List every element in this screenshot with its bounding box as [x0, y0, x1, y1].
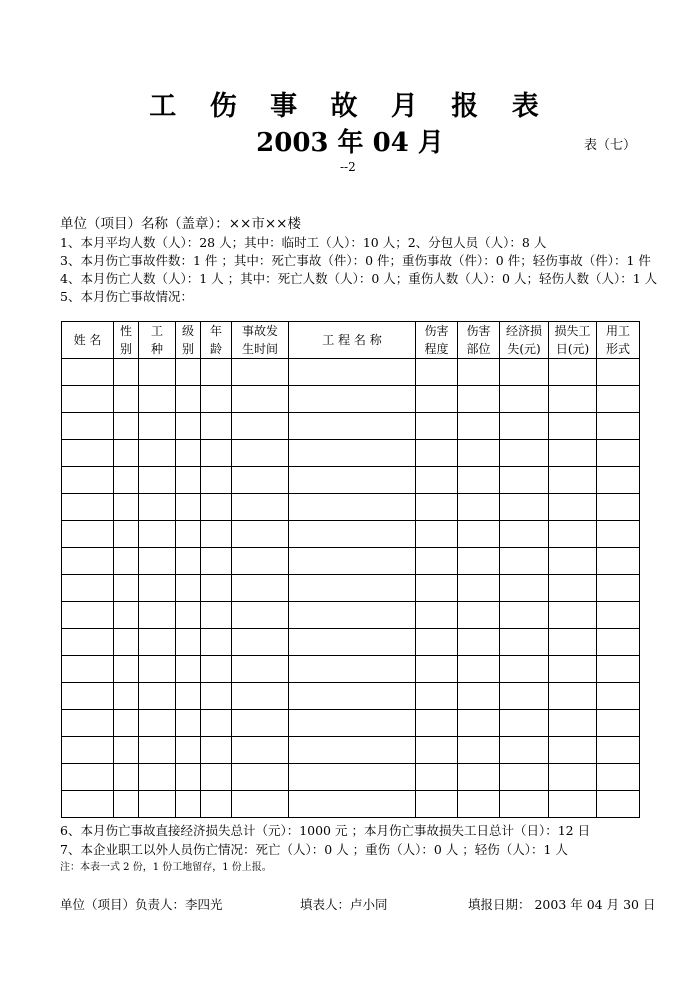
- table-cell[interactable]: [416, 467, 458, 494]
- table-cell[interactable]: [289, 521, 416, 548]
- table-cell[interactable]: [500, 440, 549, 467]
- table-cell[interactable]: [549, 683, 597, 710]
- table-cell[interactable]: [500, 467, 549, 494]
- table-cell[interactable]: [549, 737, 597, 764]
- table-cell[interactable]: [139, 494, 176, 521]
- table-cell[interactable]: [201, 683, 232, 710]
- header-employment-form: 用工 形式: [597, 322, 640, 359]
- table-row: [62, 710, 640, 737]
- table-cell[interactable]: [139, 359, 176, 386]
- table-cell[interactable]: [114, 494, 139, 521]
- table-row: [62, 629, 640, 656]
- table-cell[interactable]: [289, 629, 416, 656]
- table-cell[interactable]: [549, 440, 597, 467]
- table-cell[interactable]: [458, 737, 500, 764]
- table-cell[interactable]: [597, 575, 640, 602]
- header-accident-time: 事故发 生时间: [232, 322, 289, 359]
- header-lost-workdays: 损失工 日(元): [549, 322, 597, 359]
- table-cell[interactable]: [201, 710, 232, 737]
- filler-signature: 填表人：卢小同: [300, 897, 388, 912]
- table-cell[interactable]: [597, 521, 640, 548]
- table-cell[interactable]: [597, 359, 640, 386]
- leader-signature: 单位（项目）负责人：李四光: [60, 897, 223, 912]
- table-cell[interactable]: [176, 602, 201, 629]
- table-cell[interactable]: [201, 494, 232, 521]
- table-cell[interactable]: [114, 737, 139, 764]
- table-cell[interactable]: [62, 710, 114, 737]
- table-cell[interactable]: [597, 494, 640, 521]
- table-row: [62, 791, 640, 818]
- table-cell[interactable]: [201, 548, 232, 575]
- table-cell[interactable]: [597, 548, 640, 575]
- table-cell[interactable]: [139, 521, 176, 548]
- table-cell[interactable]: [289, 548, 416, 575]
- table-cell[interactable]: [232, 467, 289, 494]
- table-cell[interactable]: [201, 764, 232, 791]
- table-cell[interactable]: [416, 494, 458, 521]
- table-cell[interactable]: [232, 386, 289, 413]
- table-cell[interactable]: [416, 548, 458, 575]
- table-cell[interactable]: [500, 548, 549, 575]
- table-cell[interactable]: [458, 413, 500, 440]
- header-grade: 级 别: [176, 322, 201, 359]
- table-cell[interactable]: [597, 737, 640, 764]
- table-cell[interactable]: [549, 656, 597, 683]
- table-cell[interactable]: [201, 602, 232, 629]
- table-cell[interactable]: [201, 575, 232, 602]
- table-cell[interactable]: [458, 440, 500, 467]
- table-cell[interactable]: [62, 656, 114, 683]
- info-line-4: 4、本月伤亡人数（人）：1 人 ；其中：死亡人数（人）：0 人；重伤人数（人）：0 人；轻伤人数（人）：1 人: [60, 271, 658, 286]
- table-cell[interactable]: [114, 710, 139, 737]
- table-cell[interactable]: [289, 494, 416, 521]
- table-cell[interactable]: [416, 386, 458, 413]
- table-cell[interactable]: [289, 467, 416, 494]
- table-cell[interactable]: [176, 521, 201, 548]
- info-line-1: 1、本月平均人数（人）：28 人；其中：临时工（人）：10 人；2、分包人员（人）：8 人: [60, 235, 547, 250]
- table-row: [62, 494, 640, 521]
- table-cell[interactable]: [289, 791, 416, 818]
- table-cell[interactable]: [232, 764, 289, 791]
- table-cell[interactable]: [114, 683, 139, 710]
- table-cell[interactable]: [549, 494, 597, 521]
- table-cell[interactable]: [114, 359, 139, 386]
- table-cell[interactable]: [139, 710, 176, 737]
- table-cell[interactable]: [458, 359, 500, 386]
- table-row: [62, 737, 640, 764]
- table-cell[interactable]: [201, 440, 232, 467]
- table-cell[interactable]: [416, 521, 458, 548]
- table-cell[interactable]: [416, 575, 458, 602]
- table-cell[interactable]: [62, 494, 114, 521]
- header-gender: 性 别: [114, 322, 139, 359]
- table-cell[interactable]: [176, 656, 201, 683]
- table-cell[interactable]: [232, 521, 289, 548]
- fill-date: 填报日期： 2003 年 04 月 30 日: [468, 897, 656, 912]
- table-cell[interactable]: [416, 440, 458, 467]
- table-cell[interactable]: [289, 440, 416, 467]
- table-cell[interactable]: [176, 413, 201, 440]
- table-cell[interactable]: [201, 413, 232, 440]
- table-cell[interactable]: [289, 737, 416, 764]
- table-cell[interactable]: [597, 440, 640, 467]
- table-cell[interactable]: [114, 467, 139, 494]
- table-cell[interactable]: [549, 602, 597, 629]
- table-cell[interactable]: [416, 683, 458, 710]
- table-cell[interactable]: [289, 386, 416, 413]
- table-cell[interactable]: [416, 710, 458, 737]
- table-cell[interactable]: [232, 683, 289, 710]
- table-cell[interactable]: [597, 656, 640, 683]
- table-cell[interactable]: [62, 548, 114, 575]
- table-row: [62, 440, 640, 467]
- table-cell[interactable]: [176, 629, 201, 656]
- table-cell[interactable]: [458, 548, 500, 575]
- table-cell[interactable]: [458, 656, 500, 683]
- table-cell[interactable]: [549, 629, 597, 656]
- table-cell[interactable]: [597, 710, 640, 737]
- table-cell[interactable]: [232, 710, 289, 737]
- table-cell[interactable]: [201, 656, 232, 683]
- table-cell[interactable]: [62, 440, 114, 467]
- table-cell[interactable]: [201, 467, 232, 494]
- table-cell[interactable]: [597, 764, 640, 791]
- table-cell[interactable]: [458, 629, 500, 656]
- table-cell[interactable]: [232, 656, 289, 683]
- table-row: [62, 386, 640, 413]
- table-cell[interactable]: [458, 386, 500, 413]
- table-cell[interactable]: [114, 764, 139, 791]
- table-cell[interactable]: [114, 575, 139, 602]
- table-cell[interactable]: [458, 494, 500, 521]
- table-cell[interactable]: [458, 710, 500, 737]
- table-cell[interactable]: [176, 764, 201, 791]
- table-cell[interactable]: [500, 629, 549, 656]
- header-project-name: 工 程 名 称: [289, 322, 416, 359]
- table-cell[interactable]: [549, 359, 597, 386]
- header-age: 年 龄: [201, 322, 232, 359]
- table-cell[interactable]: [62, 629, 114, 656]
- table-cell[interactable]: [549, 575, 597, 602]
- table-cell[interactable]: [500, 737, 549, 764]
- header-name: 姓 名: [62, 322, 114, 359]
- table-cell[interactable]: [139, 602, 176, 629]
- table-cell[interactable]: [176, 494, 201, 521]
- table-cell[interactable]: [201, 359, 232, 386]
- table-cell[interactable]: [289, 413, 416, 440]
- table-cell[interactable]: [289, 656, 416, 683]
- table-cell[interactable]: [597, 629, 640, 656]
- table-row: [62, 683, 640, 710]
- table-cell[interactable]: [416, 413, 458, 440]
- table-cell[interactable]: [62, 467, 114, 494]
- table-cell[interactable]: [416, 737, 458, 764]
- table-cell[interactable]: [232, 791, 289, 818]
- accident-table: [61, 321, 640, 818]
- table-cell[interactable]: [176, 791, 201, 818]
- table-cell[interactable]: [139, 467, 176, 494]
- table-cell[interactable]: [597, 791, 640, 818]
- header-injury-degree: 伤害 程度: [416, 322, 458, 359]
- table-row: [62, 548, 640, 575]
- table-cell[interactable]: [62, 764, 114, 791]
- table-cell[interactable]: [500, 764, 549, 791]
- table-cell[interactable]: [139, 575, 176, 602]
- table-cell[interactable]: [201, 791, 232, 818]
- table-cell[interactable]: [139, 791, 176, 818]
- table-cell[interactable]: [549, 386, 597, 413]
- footer-line-7: 7、本企业职工以外人员伤亡情况：死亡（人）：0 人 ；重伤（人）：0 人 ；轻伤（人）：1 人: [60, 842, 568, 857]
- table-cell[interactable]: [549, 467, 597, 494]
- table-cell[interactable]: [289, 602, 416, 629]
- table-cell[interactable]: [232, 440, 289, 467]
- table-cell[interactable]: [500, 791, 549, 818]
- table-cell[interactable]: [500, 494, 549, 521]
- table-cell[interactable]: [176, 575, 201, 602]
- table-cell[interactable]: [139, 683, 176, 710]
- table-cell[interactable]: [62, 386, 114, 413]
- table-cell[interactable]: [201, 521, 232, 548]
- table-cell[interactable]: [458, 575, 500, 602]
- table-cell[interactable]: [232, 359, 289, 386]
- table-cell[interactable]: [232, 737, 289, 764]
- table-row: [62, 413, 640, 440]
- table-cell[interactable]: [458, 602, 500, 629]
- table-header-row: [62, 322, 640, 359]
- form-number: 表（七）: [584, 138, 637, 153]
- table-cell[interactable]: [232, 575, 289, 602]
- table-cell[interactable]: [201, 737, 232, 764]
- table-cell[interactable]: [62, 737, 114, 764]
- table-row: [62, 521, 640, 548]
- table-cell[interactable]: [114, 386, 139, 413]
- table-cell[interactable]: [139, 737, 176, 764]
- table-cell[interactable]: [458, 791, 500, 818]
- table-row: [62, 602, 640, 629]
- table-cell[interactable]: [597, 386, 640, 413]
- table-cell[interactable]: [176, 683, 201, 710]
- table-cell[interactable]: [458, 521, 500, 548]
- table-cell[interactable]: [114, 440, 139, 467]
- table-cell[interactable]: [500, 359, 549, 386]
- table-cell[interactable]: [289, 359, 416, 386]
- table-cell[interactable]: [289, 683, 416, 710]
- footer-line-6: 6、本月伤亡事故直接经济损失总计（元）：1000 元 ；本月伤亡事故损失工日总计（日）：12 日: [60, 823, 591, 838]
- table-cell[interactable]: [500, 602, 549, 629]
- footnote: 注：本表一式 2 份，1 份工地留存，1 份上报。: [60, 862, 272, 873]
- report-month: 2003 年 04 月: [256, 128, 444, 158]
- table-cell[interactable]: [114, 521, 139, 548]
- report-title: 工 伤 事 故 月 报 表: [149, 91, 551, 122]
- table-cell[interactable]: [416, 791, 458, 818]
- table-cell[interactable]: [176, 359, 201, 386]
- table-cell[interactable]: [549, 521, 597, 548]
- header-economic-loss: 经济损 失(元): [500, 322, 549, 359]
- table-cell[interactable]: [232, 629, 289, 656]
- table-cell[interactable]: [62, 602, 114, 629]
- table-cell[interactable]: [201, 386, 232, 413]
- info-line-3: 3、本月伤亡事故件数：1 件 ；其中：死亡事故（件）：0 件；重伤事故（件）：0 件；轻伤事故（件）：1 件: [60, 253, 651, 268]
- table-row: [62, 467, 640, 494]
- header-job-type: 工 种: [139, 322, 176, 359]
- table-cell[interactable]: [289, 575, 416, 602]
- table-cell[interactable]: [500, 710, 549, 737]
- table-cell[interactable]: [416, 602, 458, 629]
- table-cell[interactable]: [62, 521, 114, 548]
- info-line-5: 5、本月伤亡事故情况：: [60, 289, 193, 304]
- table-cell[interactable]: [597, 413, 640, 440]
- table-cell[interactable]: [416, 359, 458, 386]
- table-cell[interactable]: [549, 413, 597, 440]
- table-cell[interactable]: [176, 548, 201, 575]
- table-row: [62, 656, 640, 683]
- table-cell[interactable]: [458, 467, 500, 494]
- table-cell[interactable]: [597, 683, 640, 710]
- table-cell[interactable]: [549, 548, 597, 575]
- table-cell[interactable]: [139, 764, 176, 791]
- table-row: [62, 764, 640, 791]
- table-cell[interactable]: [139, 440, 176, 467]
- table-row: [62, 359, 640, 386]
- table-cell[interactable]: [500, 521, 549, 548]
- table-cell[interactable]: [289, 764, 416, 791]
- table-cell[interactable]: [597, 602, 640, 629]
- table-cell[interactable]: [458, 764, 500, 791]
- table-cell[interactable]: [500, 575, 549, 602]
- table-cell[interactable]: [176, 440, 201, 467]
- table-cell[interactable]: [62, 683, 114, 710]
- table-cell[interactable]: [139, 386, 176, 413]
- table-cell[interactable]: [232, 548, 289, 575]
- table-cell[interactable]: [232, 494, 289, 521]
- table-cell[interactable]: [176, 737, 201, 764]
- table-cell[interactable]: [114, 656, 139, 683]
- table-cell[interactable]: [289, 710, 416, 737]
- table-cell[interactable]: [139, 413, 176, 440]
- table-cell[interactable]: [232, 602, 289, 629]
- table-cell[interactable]: [416, 629, 458, 656]
- table-cell[interactable]: [232, 413, 289, 440]
- table-cell[interactable]: [176, 467, 201, 494]
- table-cell[interactable]: [549, 710, 597, 737]
- table-cell[interactable]: [114, 629, 139, 656]
- table-cell[interactable]: [500, 683, 549, 710]
- table-cell[interactable]: [549, 764, 597, 791]
- table-cell[interactable]: [114, 413, 139, 440]
- table-cell[interactable]: [500, 386, 549, 413]
- table-cell[interactable]: [62, 791, 114, 818]
- table-cell[interactable]: [114, 602, 139, 629]
- table-cell[interactable]: [114, 548, 139, 575]
- table-cell[interactable]: [139, 656, 176, 683]
- unit-name-line: 单位（项目）名称（盖章）：××市××楼: [60, 216, 301, 232]
- table-cell[interactable]: [176, 386, 201, 413]
- table-cell[interactable]: [549, 791, 597, 818]
- table-cell[interactable]: [62, 359, 114, 386]
- table-row: [62, 575, 640, 602]
- table-cell[interactable]: [458, 683, 500, 710]
- table-cell[interactable]: [176, 710, 201, 737]
- table-cell[interactable]: [62, 413, 114, 440]
- table-cell[interactable]: [597, 467, 640, 494]
- table-cell[interactable]: [500, 413, 549, 440]
- table-cell[interactable]: [139, 629, 176, 656]
- page-mark: --2: [340, 160, 356, 174]
- table-cell[interactable]: [500, 656, 549, 683]
- table-cell[interactable]: [139, 548, 176, 575]
- table-cell[interactable]: [416, 656, 458, 683]
- table-cell[interactable]: [114, 791, 139, 818]
- table-cell[interactable]: [201, 629, 232, 656]
- table-cell[interactable]: [62, 575, 114, 602]
- header-injury-part: 伤害 部位: [458, 322, 500, 359]
- table-cell[interactable]: [416, 764, 458, 791]
